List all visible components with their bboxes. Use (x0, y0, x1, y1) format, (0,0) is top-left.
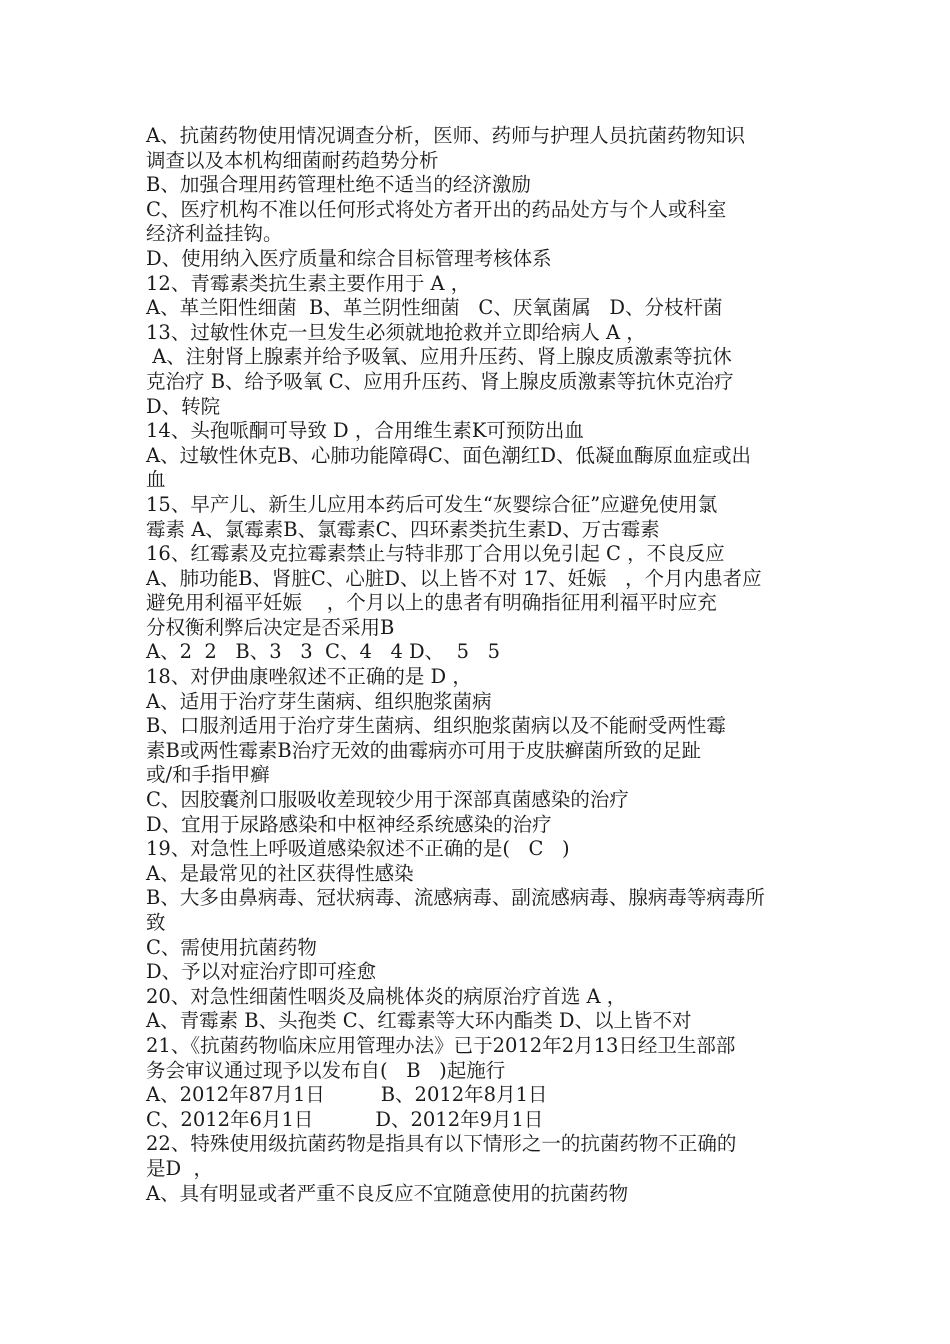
text-line: D、转院 (146, 394, 221, 418)
question-14: 14、头孢哌酮可导致 D ，合用维生素K可预防出血 (146, 419, 584, 443)
text-line: 素B或两性霉素B治疗无效的曲霉病亦可用于皮肤癣菌所致的足趾 (146, 738, 702, 762)
text-line: C、2012年6月1日 D、2012年9月1日 (146, 1107, 544, 1131)
text-line: D、予以对症治疗即可痊愈 (146, 960, 377, 984)
text-line: A、革兰阳性细菌 B、革兰阴性细菌 C、厌氧菌属 D、分枝杆菌 (146, 296, 723, 320)
text-line: 霉素 A、氯霉素B、氯霉素C、四环素类抗生素D、万古霉素 (146, 517, 660, 541)
text-line: 血 (146, 468, 166, 492)
question-22: 22、特殊使用级抗菌药物是指具有以下情形之一的抗菌药物不正确的 (146, 1132, 737, 1156)
question-13: 13、过敏性休克一旦发生必须就地抢救并立即给病人 A ， (146, 320, 646, 344)
question-20: 20、对急性细菌性咽炎及扁桃体炎的病原治疗首选 A ， (146, 984, 627, 1008)
text-line: A、具有明显或者严重不良反应不宜随意使用的抗菌药物 (146, 1181, 629, 1205)
question-15: 15、早产儿、新生儿应用本药后可发生“灰婴综合征”应避免使用氯 (146, 492, 718, 516)
text-line: A、2 2 B、3 3 C、4 4 D、 5 5 (146, 640, 500, 664)
question-16: 16、红霉素及克拉霉素禁止与特非那丁合用以免引起 C ，不良反应 (146, 542, 725, 566)
text-line: 分权衡利弊后决定是否采用B (146, 615, 395, 639)
text-line: C、因胶囊剂口服吸收差现较少用于深部真菌感染的治疗 (146, 788, 629, 812)
question-21: 21、《抗菌药物临床应用管理办法》已于2012年2月13日经卫生部部 (146, 1033, 736, 1057)
text-line: B、加强合理用药管理杜绝不适当的经济激励 (146, 173, 531, 197)
text-line: A、过敏性休克B、心肺功能障碍C、面色潮红D、低凝血酶原血症或出 (146, 443, 751, 467)
text-line: A、是最常见的社区获得性感染 (146, 861, 414, 885)
question-12: 12、青霉素类抗生素主要作用于 A ， (146, 271, 471, 295)
text-line: A、抗菌药物使用情况调查分析，医师、药师与护理人员抗菌药物知识 (146, 124, 746, 147)
text-line: 经济利益挂钩。 (146, 222, 283, 246)
text-line: D、使用纳入医疗质量和综合目标管理考核体系 (146, 246, 552, 270)
text-line: 务会审议通过现予以发布自( B )起施行 (146, 1058, 506, 1082)
text-line: 克治疗 B、给予吸氧 C、应用升压药、肾上腺皮质激素等抗休克治疗 (146, 369, 734, 393)
text-line: B、大多由鼻病毒、冠状病毒、流感病毒、副流感病毒、腺病毒等病毒所 (146, 886, 765, 910)
text-line: A、肺功能B、肾脏C、心脏D、以上皆不对 17、妊娠 ，个月内患者应 (146, 566, 762, 590)
text-line: A、青霉素 B、头孢类 C、红霉素等大环内酯类 D、以上皆不对 (146, 1009, 692, 1033)
text-line: A、2012年87月1日 B、2012年8月1日 (146, 1083, 548, 1107)
text-line: C、需使用抗菌药物 (146, 935, 317, 959)
text-line: A、注射肾上腺素并给予吸氧、应用升压药、肾上腺皮质激素等抗休 (146, 345, 732, 369)
text-line: A、适用于治疗芽生菌病、组织胞浆菌病 (146, 689, 492, 713)
question-18: 18、对伊曲康唑叙述不正确的是 D ， (146, 665, 472, 689)
text-line: B、口服剂适用于治疗芽生菌病、组织胞浆菌病以及不能耐受两性霉 (146, 714, 726, 738)
text-line: 致 (146, 911, 166, 934)
text-line: D、宜用于尿路感染和中枢神经系统感染的治疗 (146, 812, 552, 836)
text-line: 调查以及本机构细菌耐药趋势分析 (146, 148, 439, 172)
text-line: 或/和手指甲癣 (146, 763, 270, 787)
text-line: 避免用利福平妊娠 ，个月以上的患者有明确指征用利福平时应充 (146, 591, 717, 615)
text-line: C、医疗机构不准以任何形式将处方者开出的药品处方与个人或科室 (146, 197, 727, 221)
question-19: 19、对急性上呼吸道感染叙述不正确的是( C ) (146, 837, 570, 861)
document-body (146, 124, 814, 1206)
text-line: 是D ， (146, 1156, 214, 1180)
